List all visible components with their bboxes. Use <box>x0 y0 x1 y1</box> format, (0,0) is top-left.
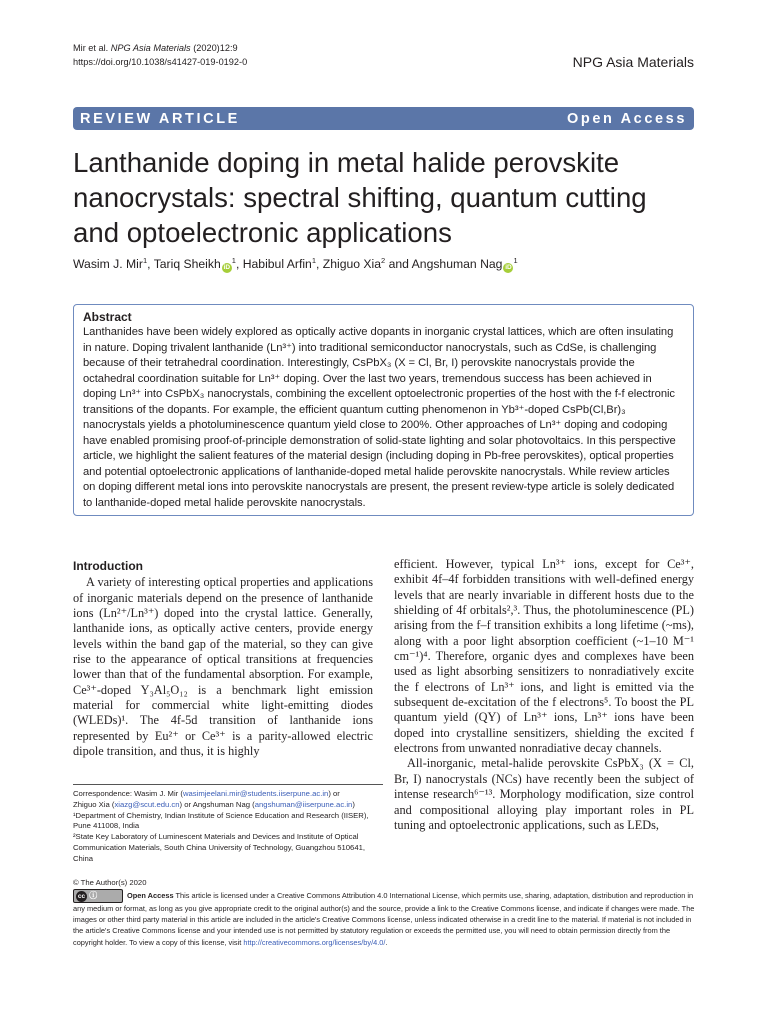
open-access-label: Open Access <box>567 110 687 127</box>
corr-text: Zhiguo Xia ( <box>73 799 115 809</box>
license-block <box>73 889 695 948</box>
affiliation-2: ²State Key Laboratory of Luminescent Materials and Devices and Institute of Optical Communication Materials, South China University of Technology, Guangzhou 510641, China <box>73 832 366 863</box>
author-affiliation-marker: 2 <box>381 255 386 265</box>
email-link-nag[interactable]: angshuman@iiserpune.ac.in <box>254 799 353 809</box>
corr-text: ) <box>352 799 355 809</box>
affiliation-1: ¹Department of Chemistry, Indian Institute of Science Education and Research (IISER), Pune 411008, India <box>73 810 369 831</box>
author-affiliation-marker: 1 <box>513 255 518 265</box>
journal-name: NPG Asia Materials <box>572 54 694 70</box>
citation-journal: NPG Asia Materials <box>110 43 191 53</box>
email-link-mir[interactable]: wasimjeelani.mir@students.iiserpune.ac.in <box>182 789 329 798</box>
correspondence-footnote <box>73 784 383 865</box>
doi-link[interactable]: https://doi.org/10.1038/s41427-019-0192-0 <box>73 57 248 67</box>
correspondence-line-2 <box>73 800 383 811</box>
citation-header <box>73 41 247 69</box>
author-name[interactable]: Tariq Sheikh <box>153 257 221 271</box>
author-affiliation-marker: 1 <box>231 255 236 265</box>
open-access-notice: Open Access <box>127 890 174 900</box>
corr-text: Correspondence: Wasim J. Mir ( <box>73 789 183 798</box>
citation-issue: (2020)12:9 <box>193 43 238 53</box>
author-list: Wasim J. Mir$^1$, Tariq Sheikh $iD^1$, Habibul Arfin$^1$, Zhiguo Xia$^2$ and Angshuman Nag $iD^1$ <box>73 255 518 271</box>
orcid-icon[interactable]: iD <box>223 264 231 271</box>
license-url-link[interactable]: http://creativecommons.org/licenses/by/4.0/ <box>243 937 386 947</box>
abstract-heading: Abstract <box>83 310 132 324</box>
email-link-xia[interactable]: xiazg@scut.edu.cn <box>114 799 180 809</box>
abstract-box <box>73 304 694 516</box>
license-text: This article is licensed under a Creative Commons Attribution 4.0 International License, which permits use, sharing, adaptation, distribution and reproduction in any medium or format, as long as you give appropriate credit to the original author(s) and the source, provide a link to the Creative Commons license, and indicate if changes were made. The images or other third party material in this article are included in the article's Creative Commons license, unless indicated otherwise in a credit line to the material. If material is not included in the article's Creative Commons license and your intended use is not permitted by statutory regulation or exceeds the permitted use, you will need to obtain permission directly from the copyright holder. To view a copy of this license, visit <box>73 890 695 947</box>
body-column-left <box>73 557 373 759</box>
corr-text: ) or Angshuman Nag ( <box>179 799 255 809</box>
cc-badge-label: cc <box>77 893 86 900</box>
creative-commons-icon[interactable]: cc ⓘ <box>73 889 123 903</box>
copyright-notice: © The Author(s) 2020 <box>73 878 147 887</box>
intro-paragraph-2: efficient. However, typical Ln³⁺ ions, except for Ce³⁺, exhibit 4f–4f forbidden transitions with well-defined energy levels that are nearly invariable in different hosts due to the shielding of 4f orbitals²,³. Thus, the photoluminescence (PL) arising from the f–f transition exhibits a long lifetime (~ms), along with a poor light absorption coefficient (~1–10 M⁻¹ cm⁻¹)⁴. Therefore, organic dyes and complexes have been used as light absorbing sensitizers to nonradiatively excite the f electrons of Ln³⁺ ions, and light is emitted via the subsequent de-excitation of the f electrons⁵. To boost the PL quantum yield (QY) of Ln³⁺ ions, Ln³⁺ ions have been doped into crystalline sensitizers, shielding the excited f electrons from unwanted nonradiative decay channels. <box>394 557 694 756</box>
orcid-icon[interactable]: iD <box>505 264 512 271</box>
author-name[interactable]: Zhiguo Xia <box>322 257 382 271</box>
license-end: . <box>385 937 388 947</box>
introduction-heading: Introduction <box>73 559 143 573</box>
author-name[interactable]: Habibul Arfin <box>242 257 312 271</box>
author-name[interactable]: Angshuman Nag <box>411 257 503 271</box>
correspondence-line-1 <box>73 789 383 800</box>
author-affiliation-marker: 1 <box>311 255 316 265</box>
corr-text: ) or <box>328 789 340 798</box>
intro-paragraph-1: A variety of interesting optical properties and applications of inorganic materials depend on the presence of lanthanide ions (Ln²⁺/Ln³⁺) doped into the crystal lattice. Generally, lanthanide ions, as optically active centers, provide energy levels within the band gap of the material, so they can give rise to the appearance of optical transitions at frequencies lower than that of the fundamental absorption. For example, Ce³⁺-doped Y₃Al₅O₁₂ is a benchmark light emission material for commercial white light-emitting diodes (WLEDs)¹. The 4f-5d transition of lanthanide ions represented by Eu²⁺ or Ce³⁺ is a parity-allowed electric dipole transition, and thus, it is highly <box>73 575 373 759</box>
abstract-text: Lanthanides have been widely explored as optically active dopants in inorganic crystal lattices, which are often insulating in nature. Doping trivalent lanthanide (Ln³⁺) into traditional semiconductor nanocrystals, such as CdSe, is challenging because of their tetrahedral coordination. Interestingly, CsPbX₃ (X = Cl, Br, I) perovskite nanocrystals provide the octahedral coordination suitable for Ln³⁺ doping. Over the last two years, tremendous success has been achieved in doping Ln³⁺ into CsPbX₃ nanocrystals, combining the excellent optoelectronic properties of the host with the f-f electronic transitions of the dopants. For example, the efficient quantum cutting phenomenon in Yb³⁺-doped CsPb(Cl,Br)₃ nanocrystals yields a photoluminescence quantum yield close to 200%. Other approaches of Ln³⁺ doping and codoping have enabled promising proof-of-principle demonstration of solid-state lighting and solar photovoltaics. In this perspective article, we highlight the salient features of the material design (including doping in Pb-free perovskites), optical properties and potential optoelectronic applications of lanthanide-doped metal halide perovskite nanocrystals. While review articles on doping different metal ions into perovskite nanocrystals are present, the present review-type article is solely dedicated to lanthanide-doped metal halide perovskite nanocrystals. <box>83 326 676 510</box>
article-type-banner <box>73 107 694 130</box>
body-column-right <box>394 557 694 833</box>
article-title: Lanthanide doping in metal halide perovskite nanocrystals: spectral shifting, quantum cutting and optoelectronic applications <box>73 147 647 248</box>
article-type-label: REVIEW ARTICLE <box>80 110 240 127</box>
intro-paragraph-3: All-inorganic, metal-halide perovskite CsPbX₃ (X = Cl, Br, I) nanocrystals (NCs) have recently been the subject of intense research⁶⁻¹³. Morphology modification, size control and compositional alloying play important roles in PL tuning and optoelectronic applications, such as LEDs, <box>394 756 694 832</box>
author-affiliation-marker: 1 <box>142 255 148 265</box>
citation-authors: Mir et al. <box>73 43 109 53</box>
author-name[interactable]: Wasim J. Mir <box>73 257 143 271</box>
